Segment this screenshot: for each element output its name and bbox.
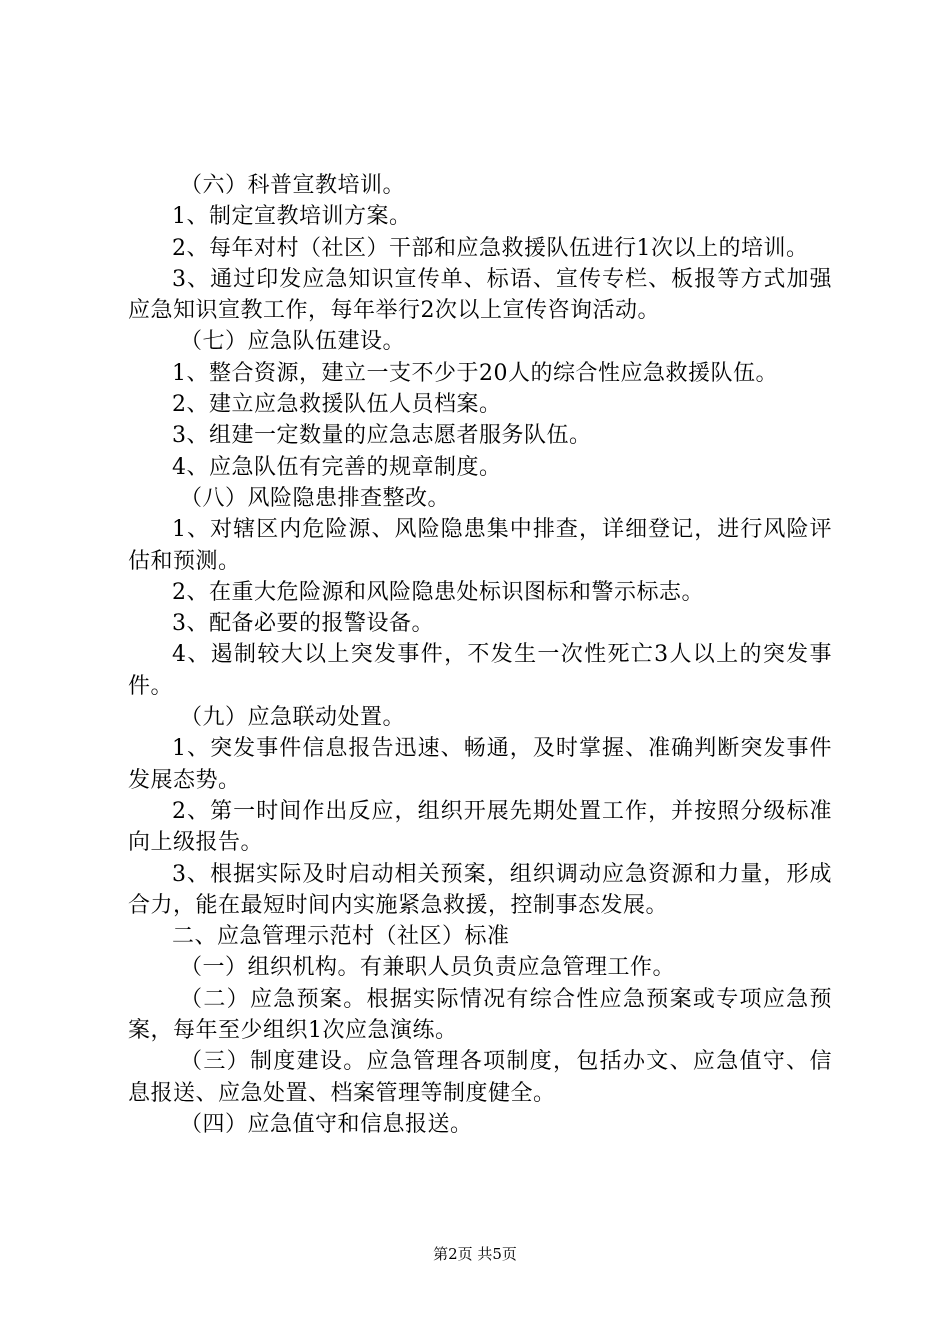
paragraph: 2、第一时间作出反应，组织开展先期处置工作，并按照分级标准向上级报告。 <box>128 798 832 856</box>
paragraph: （一）组织机构。有兼职人员负责应急管理工作。 <box>180 955 676 981</box>
section-heading: 二、应急管理示范村（社区）标准 <box>172 924 510 950</box>
paragraph: （七）应急队伍建设。 <box>180 329 406 355</box>
paragraph: 3、根据实际及时启动相关预案，组织调动应急资源和力量，形成合力，能在最短时间内实施紧急救援，控制事态发展。 <box>128 861 832 918</box>
paragraph: 1、整合资源，建立一支不少于20人的综合性应急救援队伍。 <box>172 360 778 386</box>
paragraph: 1、制定宣教培训方案。 <box>172 204 412 230</box>
paragraph: 3、通过印发应急知识宣传单、标语、宣传专栏、板报等方式加强应急知识宣教工作，每年举行2次以上宣传咨询活动。 <box>128 266 832 324</box>
document-body <box>128 170 832 1140</box>
paragraph: 4、应急队伍有完善的规章制度。 <box>172 454 502 480</box>
paragraph: 1、突发事件信息报告迅速、畅通，及时掌握、准确判断突发事件发展态势。 <box>128 736 832 793</box>
page-number-label: 第2页 共5页 <box>433 1245 517 1263</box>
paragraph: （三）制度建设。应急管理各项制度，包括办文、应急值守、信息报送、应急处置、档案管理等制度健全。 <box>128 1049 832 1106</box>
paragraph: 2、每年对村（社区）干部和应急救援队伍进行1次以上的培训。 <box>172 235 809 261</box>
paragraph: （六）科普宣教培训。 <box>180 173 406 198</box>
paragraph: 1、对辖区内危险源、风险隐患集中排查，详细登记，进行风险评估和预测。 <box>128 517 832 574</box>
paragraph: （九）应急联动处置。 <box>180 705 406 731</box>
page-footer <box>0 1244 950 1264</box>
paragraph: （二）应急预案。根据实际情况有综合性应急预案或专项应急预案，每年至少组织1次应急演练。 <box>128 986 832 1044</box>
paragraph: 3、组建一定数量的应急志愿者服务队伍。 <box>172 423 592 449</box>
paragraph: 2、建立应急救援队伍人员档案。 <box>172 392 502 418</box>
paragraph: 4、遏制较大以上突发事件，不发生一次性死亡3人以上的突发事件。 <box>128 642 832 699</box>
paragraph: 3、配备必要的报警设备。 <box>172 611 434 637</box>
paragraph: （八）风险隐患排查整改。 <box>180 485 451 511</box>
paragraph: （四）应急值守和信息报送。 <box>180 1111 473 1137</box>
paragraph: 2、在重大危险源和风险隐患处标识图标和警示标志。 <box>172 579 704 605</box>
